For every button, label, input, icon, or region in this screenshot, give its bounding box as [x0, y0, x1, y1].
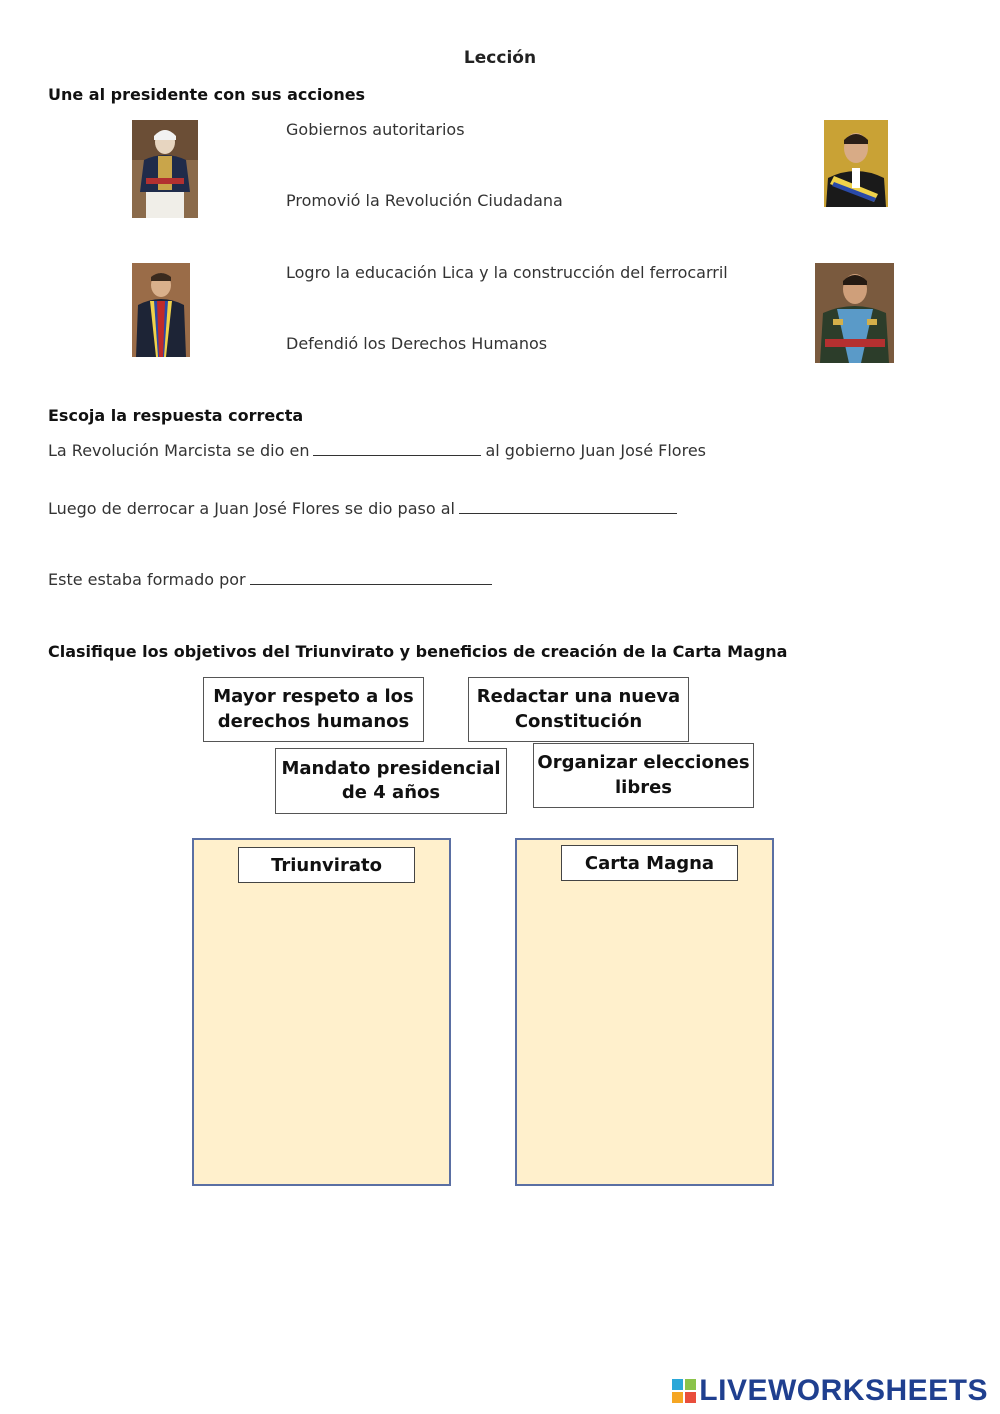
answer-blank-3[interactable] — [250, 570, 492, 585]
dropzone-label-carta-magna: Carta Magna — [561, 845, 738, 881]
president-portrait-1[interactable] — [132, 120, 198, 218]
action-item-3[interactable]: Logro la educación Lica y la construcción del ferrocarril — [286, 263, 728, 282]
drag-card-human-rights[interactable]: Mayor respeto a los derechos humanos — [203, 677, 424, 742]
section-heading-match: Une al presidente con sus acciones — [48, 85, 366, 104]
question-3-text: Este estaba formado por — [48, 570, 246, 589]
page-title: Lección — [463, 48, 537, 68]
dropzone-triunvirato[interactable] — [192, 838, 451, 1186]
drag-card-presidential-term[interactable]: Mandato presidencial de 4 años — [275, 748, 507, 814]
action-item-1[interactable]: Gobiernos autoritarios — [286, 120, 465, 139]
portrait-image-2 — [132, 263, 190, 357]
liveworksheets-logo — [672, 1374, 988, 1408]
portrait-image-1 — [132, 120, 198, 218]
question-2 — [48, 499, 681, 518]
dropzone-label-triunvirato: Triunvirato — [238, 847, 415, 883]
drag-card-free-elections[interactable]: Organizar elecciones libres — [533, 743, 754, 808]
president-portrait-3[interactable] — [824, 120, 888, 207]
question-1 — [48, 441, 706, 460]
question-1-after: al gobierno Juan José Flores — [485, 441, 706, 460]
portrait-image-3 — [824, 120, 888, 207]
action-item-4[interactable]: Defendió los Derechos Humanos — [286, 334, 548, 353]
section-heading-choose: Escoja la respuesta correcta — [48, 406, 304, 425]
question-3 — [48, 570, 496, 589]
action-item-2[interactable]: Promovió la Revolución Ciudadana — [286, 191, 563, 210]
drag-card-new-constitution[interactable]: Redactar una nueva Constitución — [468, 677, 689, 742]
portrait-image-4 — [815, 263, 894, 363]
answer-blank-1[interactable] — [313, 441, 481, 456]
logo-icon — [672, 1379, 696, 1403]
president-portrait-2[interactable] — [132, 263, 190, 357]
question-2-text: Luego de derrocar a Juan José Flores se dio paso al — [48, 499, 455, 518]
dropzone-carta-magna[interactable] — [515, 838, 774, 1186]
logo-text: LIVEWORKSHEETS — [699, 1374, 988, 1407]
section-heading-classify: Clasifique los objetivos del Triunvirato y beneficios de creación de la Carta Magna — [48, 642, 788, 661]
question-1-before: La Revolución Marcista se dio en — [48, 441, 310, 460]
president-portrait-4[interactable] — [815, 263, 894, 363]
answer-blank-2[interactable] — [459, 499, 677, 514]
